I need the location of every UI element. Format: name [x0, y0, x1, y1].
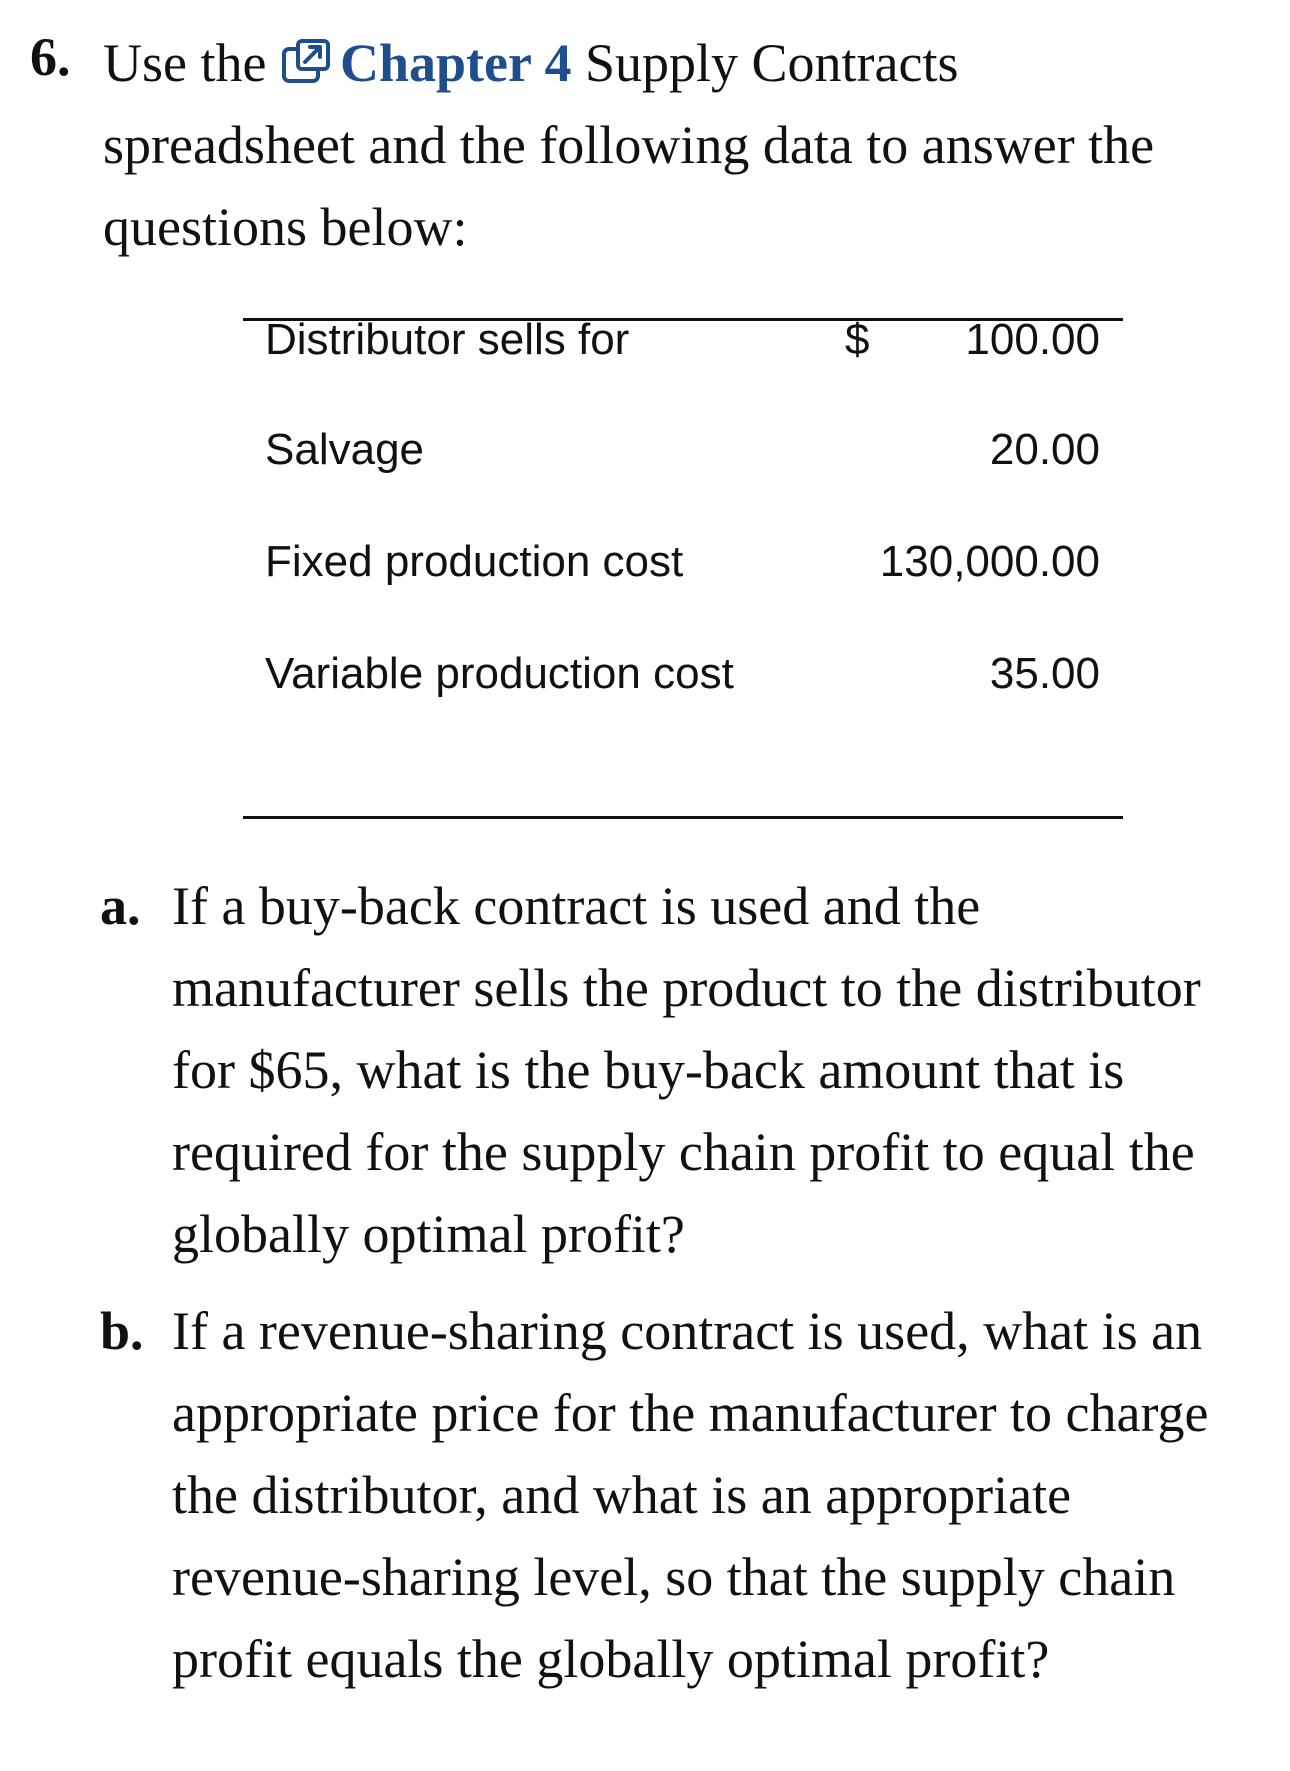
table-row	[265, 644, 1100, 704]
table-row	[265, 420, 1100, 480]
chapter-link-text[interactable]: Chapter 4	[339, 33, 572, 93]
table-bottom-rule	[243, 816, 1123, 819]
row-value: 20.00	[989, 425, 1100, 474]
question-number: 6.	[30, 27, 71, 87]
part-a-label: a.	[100, 876, 141, 936]
row-value: 35.00	[989, 649, 1100, 698]
row-label: Fixed production cost	[265, 537, 684, 586]
part-b-label: b.	[100, 1301, 144, 1361]
table-row	[265, 532, 1100, 592]
part-b-text: If a revenue-sharing contract is used, what is an appropriate price for the manufacturer to charge the distributor, and what is an appropriate revenue-sharing level, so that the supply chain profit equals the globally optimal profit?	[172, 1301, 1209, 1689]
row-label: Variable production cost	[265, 649, 734, 698]
intro-after: Supply Contracts spreadsheet and the following data to answer the questions below:	[103, 33, 1155, 257]
external-link-icon	[280, 39, 332, 87]
row-label: Distributor sells for	[265, 315, 630, 364]
row-value: 100.00	[965, 315, 1100, 364]
intro-before: Use the	[103, 33, 280, 93]
chapter-link[interactable]	[280, 33, 572, 93]
part-a-text: If a buy-back contract is used and the manufacturer sells the product to the distributor for $65, what is the buy-back amount that is required for the supply chain profit to equal the globally optimal profit?	[172, 876, 1201, 1264]
row-label: Salvage	[265, 425, 425, 474]
table-row	[265, 310, 1100, 370]
row-currency: $	[845, 315, 870, 364]
row-value: 130,000.00	[879, 537, 1100, 586]
question-intro	[103, 22, 1223, 268]
